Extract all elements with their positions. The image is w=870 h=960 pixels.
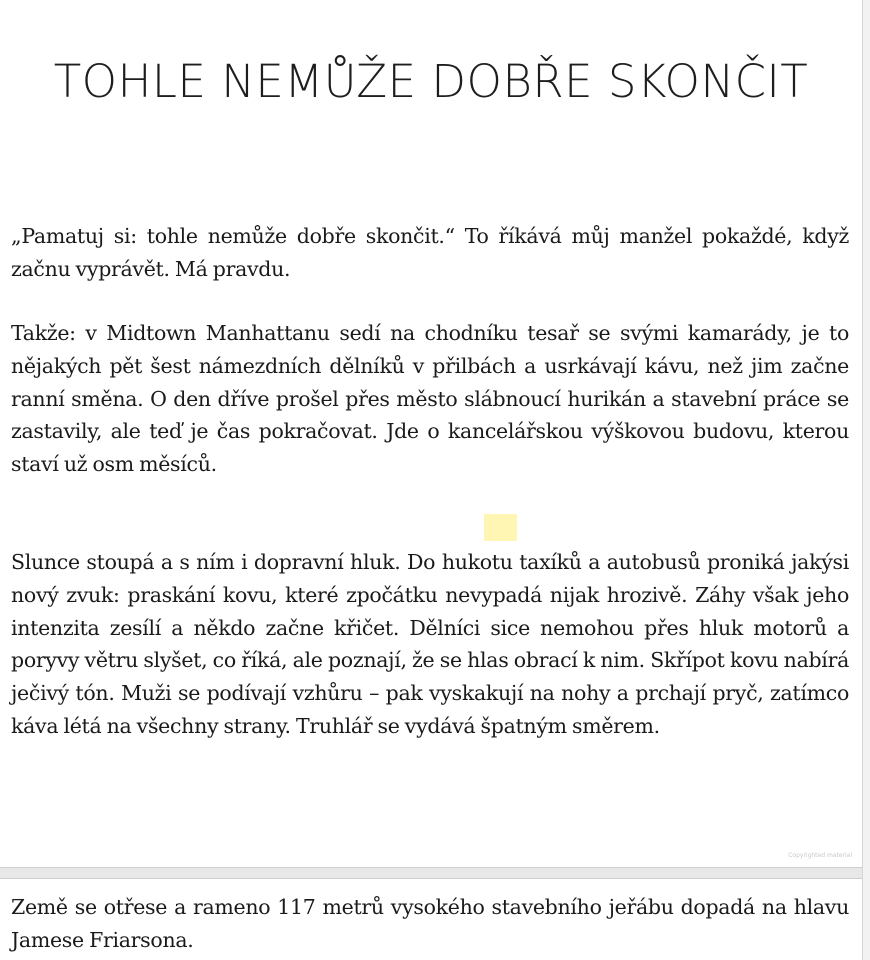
copyright-watermark: Copyrighted material [788, 852, 852, 859]
paragraph-3: Slunce stoupá a s ním i dopravní hluk. Do hukotu taxíků a autobusů proniká jakýsi nový zvuk: praskání kovu, které zpočátku nevypadá nijak hrozivě. Záhy však jeho intenzita zesílí a někdo začne křičet. Dělníci sice nemohou přes hluk motorů a poryvy větru slyšet, co říká, ale poznají, že se hlas obrací k nim. Skřípot kovu nabírá ječivý tón. Muži se podívají vzhůru – pak vyskakují na nohy a prchají pryč, zatímco káva létá na všechny strany. Truhlář se vydává špatným směrem. [11, 550, 849, 738]
page-2 [0, 878, 862, 960]
paragraph-1: „Pamatuj si: tohle nemůže dobře skončit.“ To říkává můj manžel pokaždé, když začnu vyprávět. Má pravdu. [11, 224, 849, 281]
page-2-paragraph-1: Země se otřese a rameno 117 metrů vysokého stavebního jeřábu dopadá na hlavu Jamese Friarsona. [11, 895, 849, 952]
chapter-title: TOHLE NEMŮŽE DOBŘE SKONČIT [53, 55, 809, 108]
scrollbar[interactable] [862, 0, 870, 960]
paragraph-2: Takže: v Midtown Manhattanu sedí na chodníku tesař se svými kamarády, je to nějakých pět šest námezdních dělníků v přilbách a usrkávají kávu, než jim začne ranní směna. O den dříve prošel přes město slábnoucí hurikán a stavební práce se zastavily, ale teď je čas pokračovat. Jde o kancelářskou výškovou budovu, kterou staví už osm měsíců. [11, 321, 849, 477]
highlight-marker[interactable] [484, 514, 517, 541]
